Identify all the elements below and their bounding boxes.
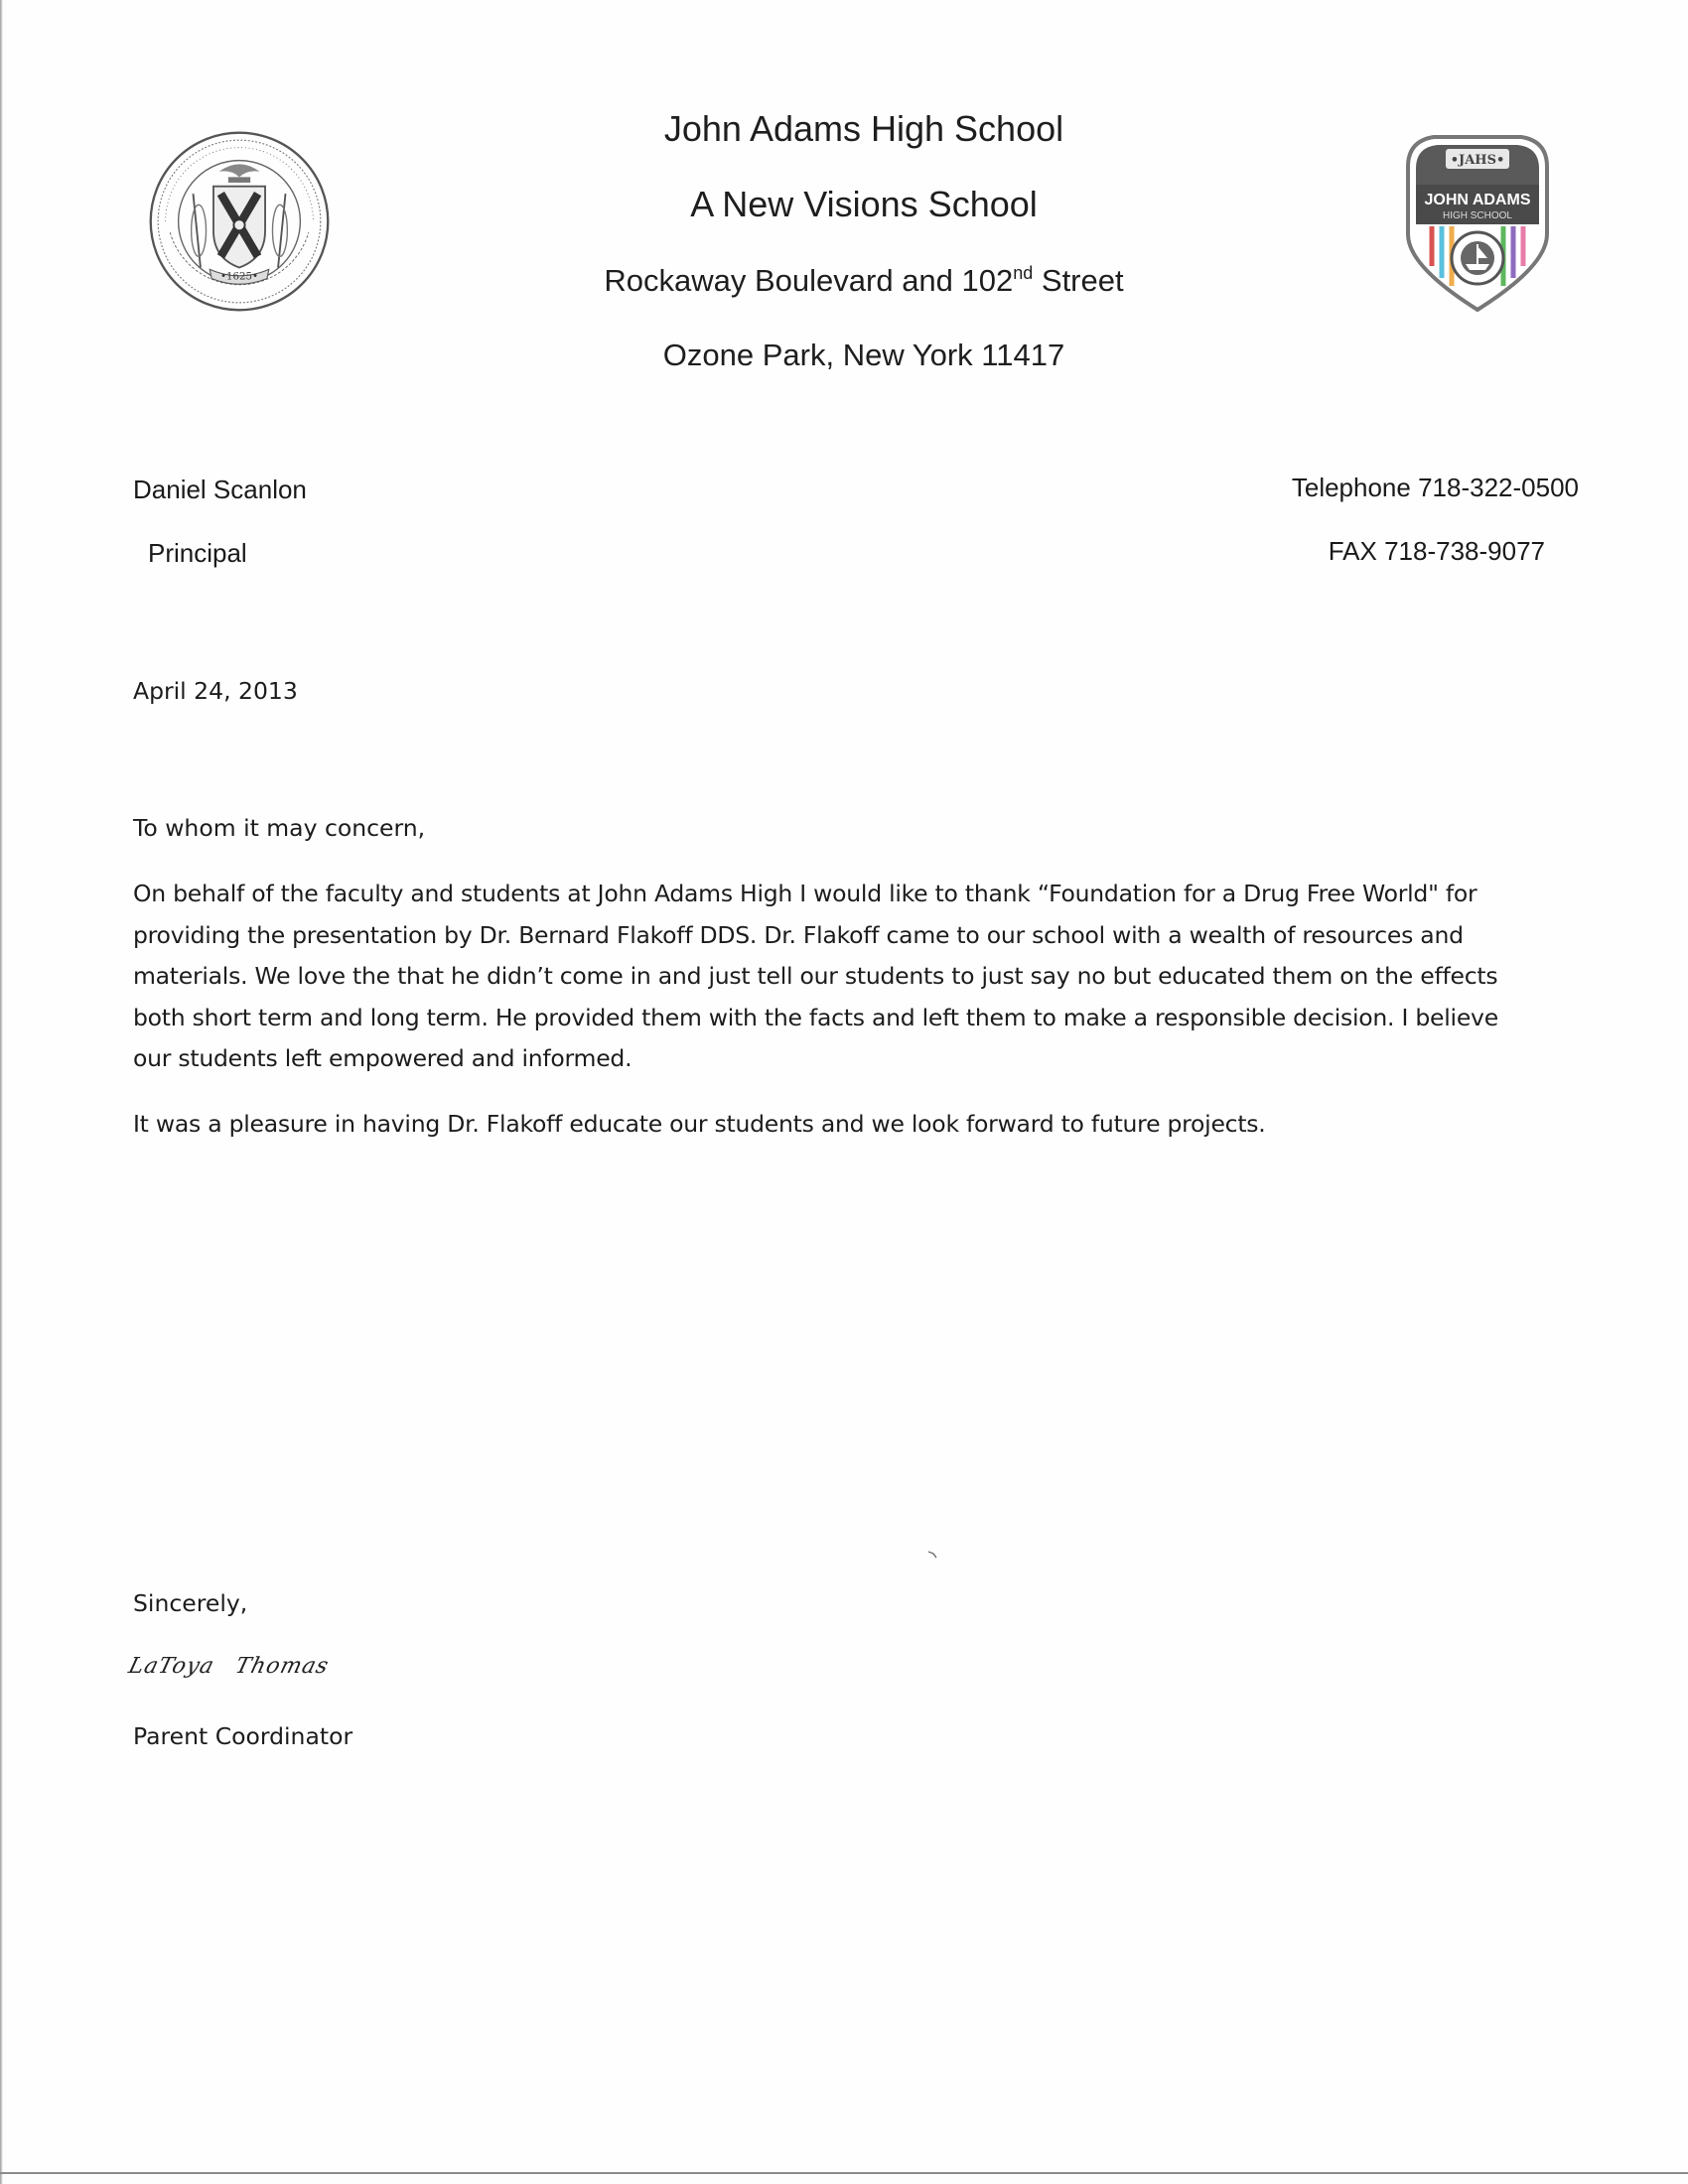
svg-text:HIGH SCHOOL: HIGH SCHOOL — [1442, 210, 1513, 221]
sign-off: Sincerely, — [133, 1589, 248, 1617]
scan-mark — [927, 1551, 937, 1559]
salutation: To whom it may concern, — [133, 814, 426, 842]
letter-date: April 24, 2013 — [133, 677, 298, 705]
handwritten-signature — [126, 1654, 332, 1679]
scan-edge-bottom — [0, 2172, 1688, 2174]
school-name: John Adams High School — [663, 108, 1064, 149]
address-line-pre: Rockaway Boulevard and 102 — [604, 263, 1014, 298]
school-city: Ozone Park, New York 11417 — [662, 338, 1065, 372]
body-line: providing the presentation by Dr. Bernard Flakoff DDS. Dr. Flakoff came to our school with a wealth of resources and — [133, 920, 1464, 949]
body-line: On behalf of the faculty and students at John Adams High I would like to thank “Foundation for a Drug Free World" for — [133, 880, 1477, 907]
signer-title: Parent Coordinator — [133, 1722, 353, 1750]
principal-name: Daniel Scanlon — [133, 475, 307, 504]
signature-last: Thomas — [232, 1654, 332, 1679]
contact-block — [1292, 475, 1579, 564]
scan-edge-left — [0, 0, 3, 2184]
school-address — [516, 264, 1211, 296]
body-line: materials. We love the that he didn’t come in and just tell our students to just say no but educated them on the effects — [133, 962, 1498, 990]
closing-paragraph: It was a pleasure in having Dr. Flakoff educate our students and we look forward to future projects. — [133, 1110, 1266, 1138]
school-subtitle: A New Visions School — [690, 184, 1038, 224]
svg-text:•JAHS•: •JAHS• — [1450, 153, 1505, 168]
address-line-post: Street — [1033, 263, 1124, 298]
signature-first: LaToya — [125, 1654, 217, 1679]
address-ordinal-suffix: nd — [1013, 263, 1034, 283]
body-line: our students left empowered and informed. — [133, 1044, 633, 1072]
telephone-number: Telephone 718-322-0500 — [1291, 473, 1579, 502]
body-line: both short term and long term. He provided them with the facts and left them to make a responsible decision. I believe — [133, 1003, 1498, 1031]
svg-text:JOHN ADAMS: JOHN ADAMS — [1424, 192, 1531, 208]
principal-block — [133, 477, 307, 566]
body-paragraph — [133, 874, 1593, 1080]
school-crest-icon — [1398, 127, 1557, 314]
fax-number: FAX 718-738-9077 — [1328, 536, 1545, 566]
city-seal-icon — [147, 129, 332, 314]
principal-role: Principal — [148, 538, 247, 568]
letterhead — [516, 107, 1211, 370]
seal-year: •1625• — [219, 271, 259, 283]
